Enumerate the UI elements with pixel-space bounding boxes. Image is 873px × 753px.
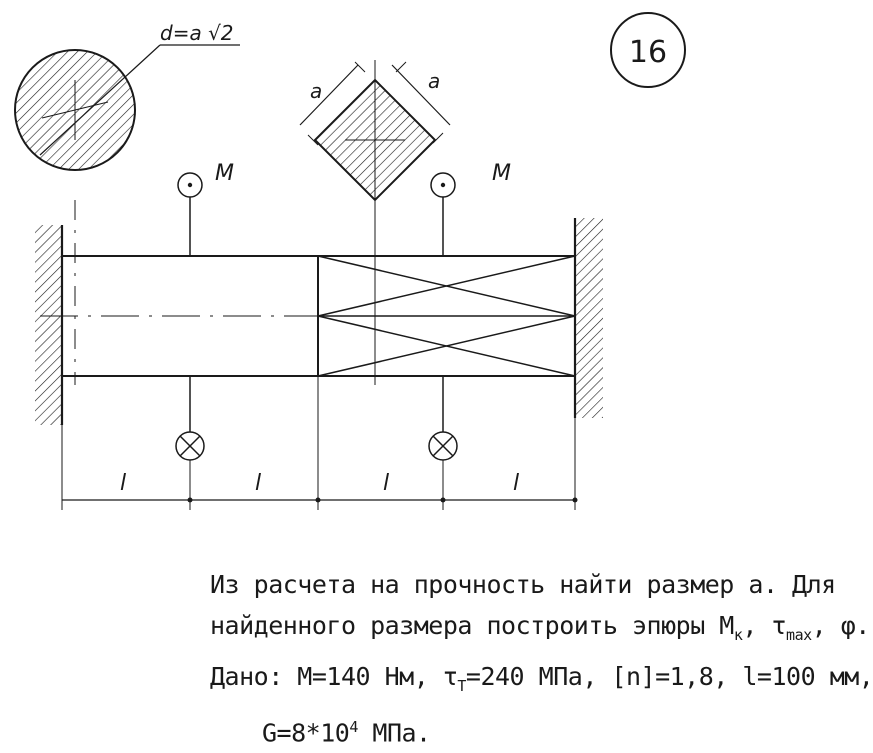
square-side-label-left: a: [310, 79, 323, 103]
right-wall-support: [575, 218, 603, 418]
dimension-lines: [62, 376, 578, 510]
statement-line-2-prefix: найденного размера построить эпюры М: [210, 611, 734, 640]
square-side-label-right: a: [428, 69, 441, 93]
moment-label-left: M: [215, 161, 234, 186]
statement-line-2: [210, 605, 870, 656]
statement-line-3-suffix: =240 МПа, [n]=1,8, l=100 мм,: [465, 662, 873, 691]
statement-line-3-sub: Т: [457, 677, 466, 695]
span-label-4: l: [513, 471, 520, 496]
statement-line-2-sub2: max: [786, 626, 812, 644]
moment-top-left: [178, 161, 234, 256]
statement-line-4: [210, 707, 690, 753]
statement-line-4-sup: 4: [349, 718, 358, 736]
problem-number-badge: [611, 13, 685, 87]
statement-line-4-prefix: G=8*10: [262, 718, 350, 748]
statement-line-2-sub: к: [733, 626, 743, 644]
statement-line-2-mid: , τ: [742, 611, 787, 640]
diameter-label: d=a √2: [160, 21, 234, 45]
left-wall-support: [35, 225, 62, 425]
statement-line-4-suffix: МПа.: [357, 718, 431, 748]
problem-number: 16: [628, 35, 668, 70]
span-label-2: l: [255, 471, 262, 496]
statement-line-3: [210, 656, 873, 707]
shaft: [40, 200, 575, 385]
circle-cross-section: [10, 21, 240, 175]
moment-label-right: M: [492, 161, 511, 186]
moment-bottom-right: [429, 376, 457, 460]
square-cross-section: [300, 60, 450, 385]
statement-line-3-prefix: Дано: М=140 Нм, τ: [210, 662, 458, 691]
moment-top-right: [431, 161, 511, 256]
moment-bottom-left: [176, 376, 204, 460]
span-label-1: l: [120, 471, 127, 496]
span-label-3: l: [383, 471, 390, 496]
problem-statement: [210, 564, 873, 753]
statement-line-2-suffix: , φ.: [811, 611, 870, 640]
statement-line-1: Из расчета на прочность найти размер а. Для: [210, 570, 836, 599]
